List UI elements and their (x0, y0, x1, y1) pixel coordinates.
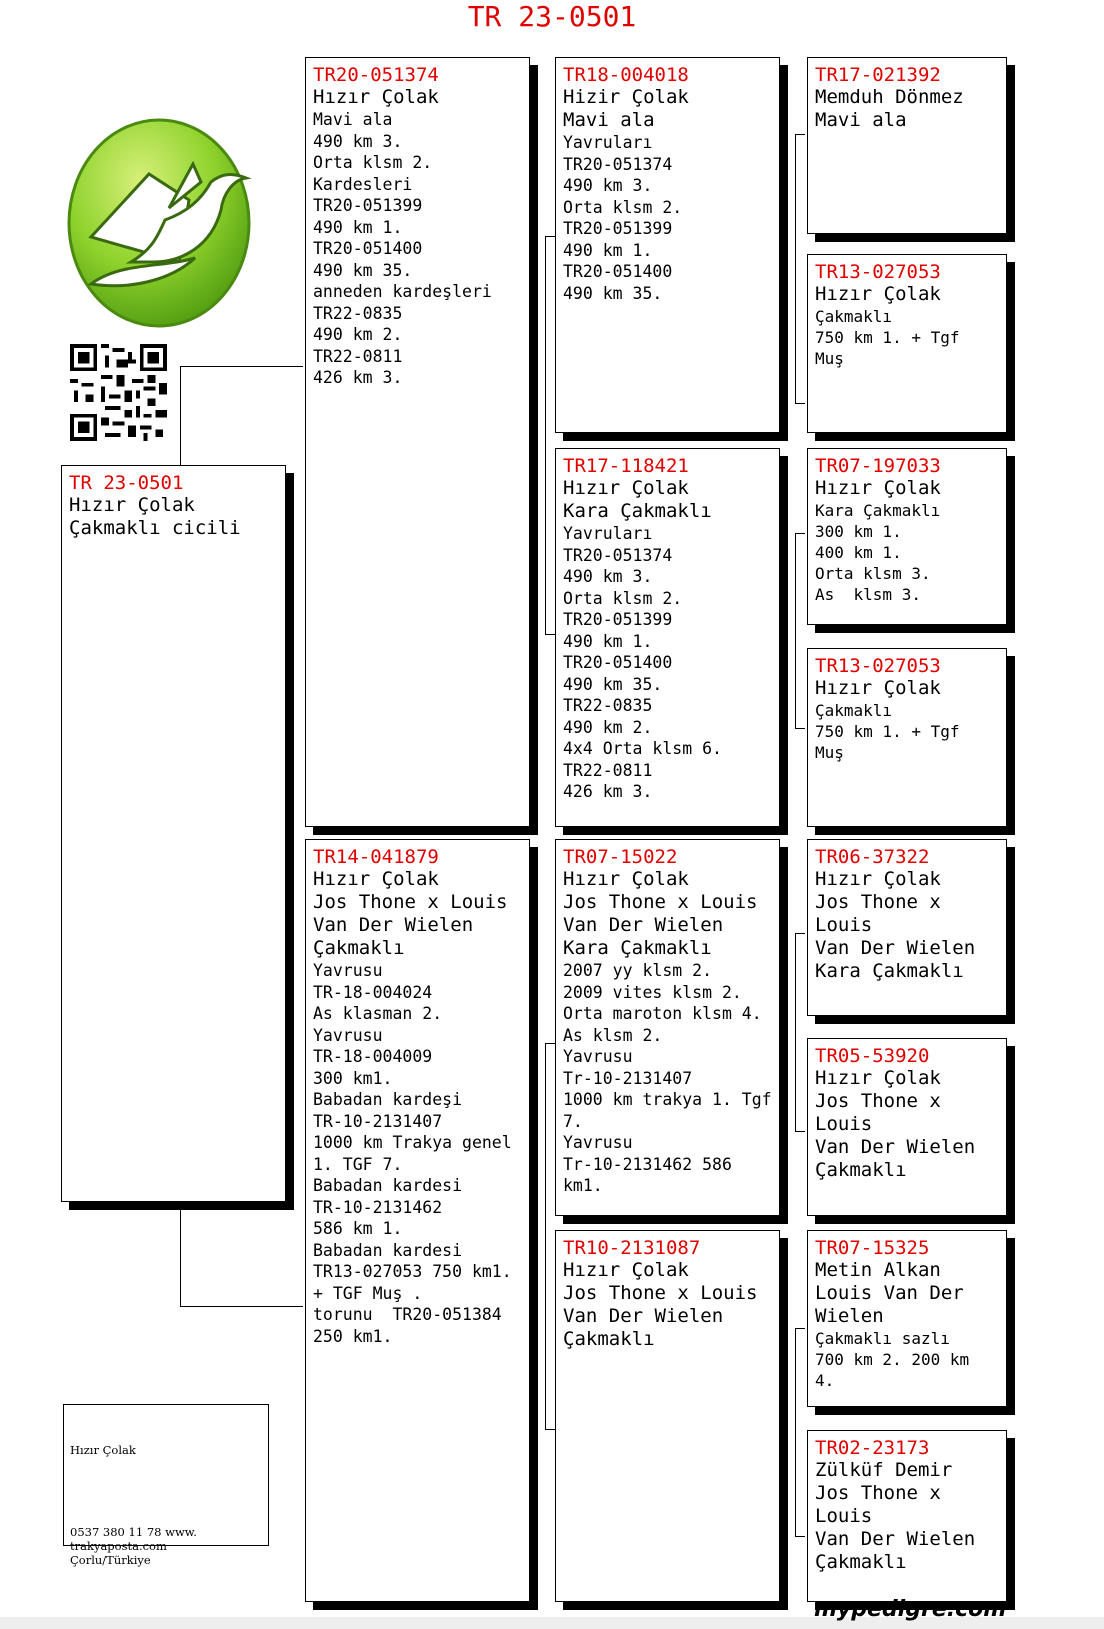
qr-code-icon (70, 344, 167, 441)
ring-number: TR05-53920 (815, 1045, 930, 1067)
dam-sire-dam-card (807, 1038, 1007, 1216)
connector-line (545, 1043, 555, 1044)
page-title: TR 23-0501 (467, 0, 637, 33)
ring-number: TR07-15325 (815, 1237, 930, 1259)
pigeon-details: Çakmaklı 750 km 1. + Tgf Muş (815, 307, 960, 368)
connector-line (545, 1043, 546, 1429)
connector-line (545, 236, 555, 237)
breeder-name: Hızır Çolak Jos Thone x Louis Van Der Wielen Çakmaklı (313, 868, 508, 959)
connector-line (545, 634, 555, 635)
dove-book-icon (61, 112, 257, 334)
breeder-name: Hızır Çolak (815, 677, 941, 699)
breeder-name: Hızır Çolak (313, 86, 439, 108)
contact-box (63, 1404, 269, 1567)
pigeon-details: Hızır Çolak Çakmaklı cicili (69, 494, 241, 539)
ring-number: TR10-2131087 (563, 1237, 701, 1259)
connector-line (795, 933, 805, 934)
ring-number: TR20-051374 (313, 64, 439, 86)
breeder-name: Zülküf Demir Jos Thone x Louis Van Der Wielen Çakmaklı (815, 1459, 976, 1573)
brand-watermark: mypedigre.com (814, 1597, 1007, 1622)
pigeon-details: Yavrusu TR-18-004024 As klasman 2. Yavrusu TR-18-004009 300 km1. Babadan kardeşi TR-10-2131407 1000 km Trakya genel 1. TGF 7. Babadan kardesi TR-10-2131462 586 km 1. Babadan kardesi TR13-027053 750 km1. + TGF Muş . torunu TR20-051384 250 km1. (313, 961, 512, 1346)
breeder-name: Hızır Çolak Kara Çakmaklı (563, 477, 712, 522)
subject-card (61, 465, 286, 1202)
ring-number: TR 23-0501 (69, 472, 184, 494)
connector-line (180, 366, 303, 367)
connector-line (795, 533, 796, 728)
sire-sire-card (555, 57, 780, 433)
connector-line (180, 366, 181, 465)
connector-line (795, 1131, 805, 1132)
pigeon-details: Mavi ala 490 km 3. Orta klsm 2. Kardesleri TR20-051399 490 km 1. TR20-051400 490 km 35. anneden kardeşleri TR22-0835 490 km 2. TR22-0811 426 km 3. (313, 110, 492, 387)
breeder-name: Hızır Çolak Jos Thone x Louis Van Der Wielen Kara Çakmaklı (815, 868, 976, 982)
pigeon-details: Yavruları TR20-051374 490 km 3. Orta klsm 2. TR20-051399 490 km 1. TR20-051400 490 km 35. TR22-0835 490 km 2. 4x4 Orta klsm 6. TR22-0811 426 km 3. (563, 524, 722, 801)
connector-line (795, 1536, 805, 1537)
dam-dam-sire-card (807, 1230, 1007, 1407)
ring-number: TR14-041879 (313, 846, 439, 868)
ring-number: TR17-021392 (815, 64, 941, 86)
ring-number: TR06-37322 (815, 846, 930, 868)
ring-number: TR13-027053 (815, 655, 941, 677)
ring-number: TR13-027053 (815, 261, 941, 283)
connector-line (795, 1328, 805, 1329)
connector-line (545, 236, 546, 634)
sire-dam-card (555, 448, 780, 827)
breeder-name: Memduh Dönmez Mavi ala (815, 86, 964, 131)
dam-card (305, 839, 530, 1602)
sire-sire-dam-card (807, 254, 1007, 433)
connector-line (545, 1429, 555, 1430)
pigeon-details: Çakmaklı sazlı 700 km 2. 200 km 4. (815, 1329, 970, 1390)
connector-line (795, 1328, 796, 1536)
ring-number: TR07-197033 (815, 455, 941, 477)
ring-number: TR17-118421 (563, 455, 689, 477)
connector-line (795, 403, 805, 404)
breeder-name: Hızır Çolak Jos Thone x Louis Van Der Wielen Çakmaklı (563, 1259, 758, 1350)
breeder-name: Hizir Çolak Mavi ala (563, 86, 689, 131)
dam-dam-card (555, 1230, 780, 1602)
pigeon-details: Çakmaklı 750 km 1. + Tgf Muş (815, 701, 960, 762)
ring-number: TR18-004018 (563, 64, 689, 86)
pigeon-details: Yavruları TR20-051374 490 km 3. Orta klsm 2. TR20-051399 490 km 1. TR20-051400 490 km 35. (563, 133, 683, 303)
breeder-name: Hızır Çolak Jos Thone x Louis Van Der Wielen Kara Çakmaklı (563, 868, 758, 959)
sire-sire-sire-card (807, 57, 1007, 234)
connector-line (795, 533, 805, 534)
dam-dam-dam-card (807, 1430, 1007, 1602)
breeder-name: Hızır Çolak Jos Thone x Louis Van Der Wielen Çakmaklı (815, 1067, 976, 1181)
breeder-name: Metin Alkan Louis Van Der Wielen (815, 1259, 964, 1327)
connector-line (795, 134, 796, 403)
connector-line (180, 1202, 181, 1306)
ring-number: TR02-23173 (815, 1437, 930, 1459)
pigeon-details: 2007 yy klsm 2. 2009 vites klsm 2. Orta maroton klsm 4. As klsm 2. Yavrusu Tr-10-2131407 1000 km trakya 1. Tgf 7. Yavrusu Tr-10-2131462 586 km1. (563, 961, 772, 1195)
breeder-name: Hızır Çolak (815, 283, 941, 305)
connector-line (795, 134, 805, 135)
connector-line (795, 728, 805, 729)
sire-dam-sire-card (807, 448, 1007, 625)
contact-name: Hızır Çolak (70, 1443, 136, 1457)
breeder-name: Hızır Çolak (815, 477, 941, 499)
contact-details: 0537 380 11 78 www. trakyaposta.com Çorlu/Türkiye (70, 1525, 197, 1567)
ring-number: TR07-15022 (563, 846, 678, 868)
connector-line (795, 933, 796, 1131)
connector-line (180, 1306, 303, 1307)
dam-sire-card (555, 839, 780, 1216)
dam-sire-sire-card (807, 839, 1007, 1016)
sire-dam-dam-card (807, 648, 1007, 827)
pigeon-details: Kara Çakmaklı 300 km 1. 400 km 1. Orta klsm 3. As klsm 3. (815, 501, 941, 604)
sire-card (305, 57, 530, 827)
